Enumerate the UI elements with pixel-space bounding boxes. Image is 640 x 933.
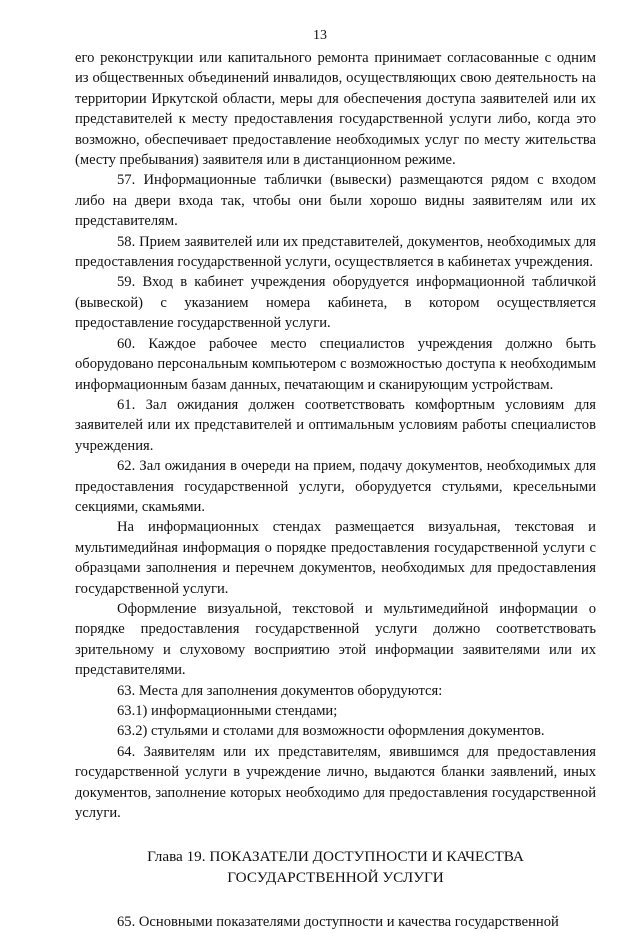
paragraph-59: 59. Вход в кабинет учреждения оборудуется информационной табличкой (вывеской) с указанием номера кабинета, в котором осуществляется предоставление государственной услуги. [75, 274, 596, 332]
chapter-heading-line-2: ГОСУДАРСТВЕННОЙ УСЛУГИ [227, 868, 444, 886]
paragraph-65: 65. Основными показателями доступности и качества государственной [117, 914, 559, 931]
paragraph-info-design: Оформление визуальной, текстовой и мультимедийной информации о порядке предоставления государственной услуги должно соответствовать зрительному и слуховому восприятию этой информации заявителями или их представителями. [75, 600, 596, 679]
paragraph-61: 61. Зал ожидания должен соответствовать комфортным условиям для заявителей или их представителей и оптимальным условиям работы специалистов учреждения. [75, 396, 596, 454]
document-body [75, 48, 596, 933]
paragraph-57: 57. Информационные таблички (вывески) размещаются рядом с входом либо на двери входа так, чтобы они были хорошо видны заявителям или их представителям. [75, 172, 596, 230]
paragraph-58: 58. Прием заявителей или их представителей, документов, необходимых для предоставления государственной услуги, осуществляется в кабинетах учреждения. [75, 233, 596, 271]
chapter-heading [75, 847, 596, 888]
paragraph-continuation: его реконструкции или капитального ремонта принимает согласованные с одним из общественных объединений инвалидов, осуществляющих свою деятельность на территории Иркутской области, меры для обеспечения доступа заявителей или их представителей к месту предоставления государственной услуги либо, когда это возможно, обеспечивает предоставление необходимых услуг по месту жительства (месту пребывания) заявителя или в дистанционном режиме. [75, 50, 596, 169]
paragraph-63-2: 63.2) стульями и столами для возможности оформления документов. [117, 723, 545, 740]
page-number: 13 [313, 28, 327, 43]
chapter-heading-line-1: Глава 19. ПОКАЗАТЕЛИ ДОСТУПНОСТИ И КАЧЕСТВА [147, 848, 524, 866]
paragraph-63: 63. Места для заполнения документов оборудуются: [117, 682, 443, 699]
paragraph-62: 62. Зал ожидания в очереди на прием, подачу документов, необходимых для предоставления государственной услуги, оборудуется стульями, кресельными секциями, скамьями. [75, 458, 596, 515]
paragraph-64: 64. Заявителям или их представителям, явившимся для предоставления государственной услуги в учреждение лично, выдаются бланки заявлений, иных документов, заполнение которых необходимо для предоставления государственной услуги. [75, 743, 596, 822]
paragraph-60: 60. Каждое рабочее место специалистов учреждения должно быть оборудовано персональным компьютером с возможностью доступа к необходимым информационным базам данных, печатающим и сканирующим устройствам. [75, 335, 596, 393]
paragraph-63-1: 63.1) информационными стендами; [117, 703, 338, 719]
paragraph-info-stands: На информационных стендах размещается визуальная, текстовая и мультимедийная информация о порядке предоставления государственной услуги с образцами заполнения и перечнем документов, необходимых для предоставления государственной услуги. [75, 519, 596, 597]
